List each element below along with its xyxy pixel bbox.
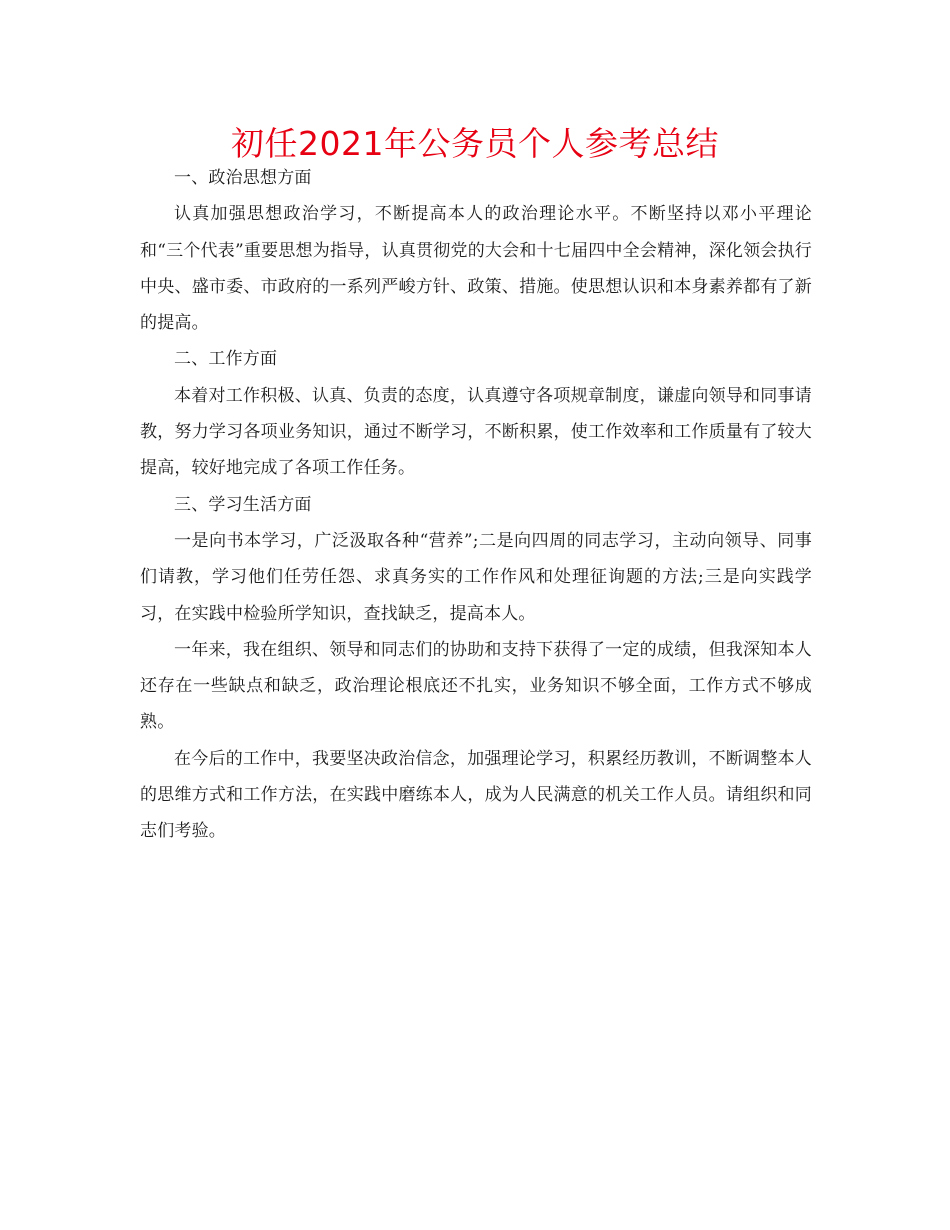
paragraph-politics: 认真加强思想政治学习，不断提高本人的政治理论水平。不断坚持以邓小平理论和“三个代表”重要思想为指导，认真贯彻党的大会和十七届四中全会精神，深化领会执行中央、盛市委、市政府的一系列严峻方针、政策、措施。使思想认识和本身素养都有了新的提高。 — [140, 204, 812, 334]
paragraph-future: 在今后的工作中，我要坚决政治信念，加强理论学习，积累经历教训，不断调整本人的思维方式和工作方法，在实践中磨练本人，成为人民满意的机关工作人员。请组织和同志们考验。 — [140, 748, 812, 842]
document-body — [140, 160, 812, 850]
section-heading-politics: 一、政治思想方面 — [174, 168, 312, 188]
paragraph-summary: 一年来，我在组织、领导和同志们的协助和支持下获得了一定的成绩，但我深知本人还存在一些缺点和缺乏，政治理论根底还不扎实，业务知识不够全面，工作方式不够成熟。 — [140, 639, 812, 733]
section-heading-study: 三、学习生活方面 — [174, 494, 312, 515]
paragraph-work: 本着对工作积极、认真、负责的态度，认真遵守各项规章制度，谦虚向领导和同事请教，努力学习各项业务知识，通过不断学习，不断积累，使工作效率和工作质量有了较大提高，较好地完成了各项工作任务。 — [140, 385, 812, 479]
section-heading-work: 二、工作方面 — [174, 349, 278, 370]
document-title: 初任2021年公务员个人参考总结 — [231, 124, 719, 163]
paragraph-study: 一是向书本学习，广泛汲取各种“营养”;二是向四周的同志学习，主动向领导、同事们请教，学习他们任劳任怨、求真务实的工作作风和处理征询题的方法;三是向实践学习，在实践中检验所学知识，查找缺乏，提高本人。 — [140, 530, 812, 624]
